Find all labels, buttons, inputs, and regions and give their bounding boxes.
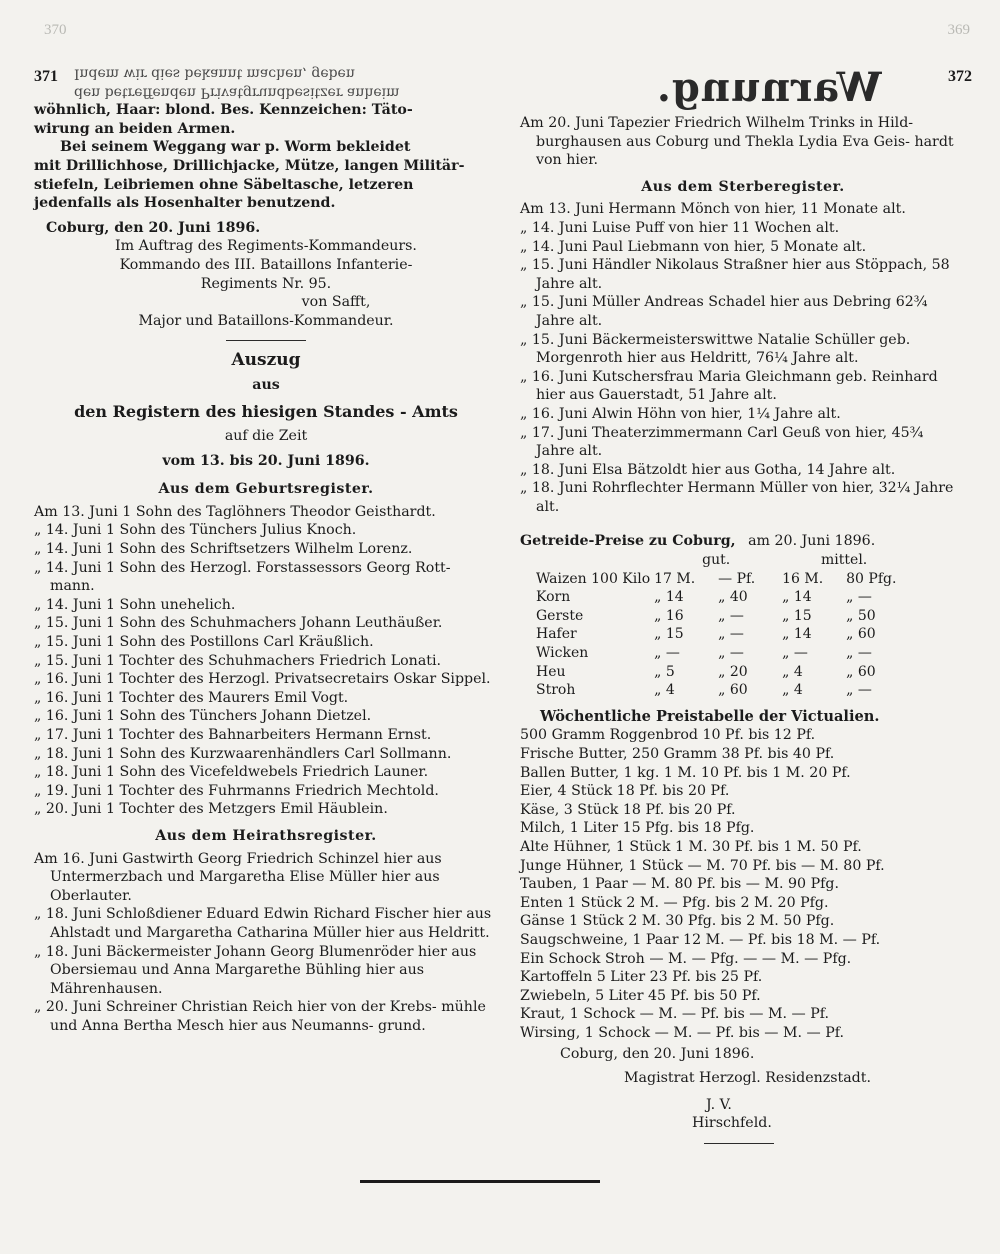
grain-prices-heading-row [520,532,966,551]
birth-entry: „ 16. Juni 1 Tochter des Herzogl. Privatsecretairs Oskar Sippel. [34,671,491,688]
victual-price: Junge Hühner, 1 Stück — M. 70 Pf. bis — M. 80 Pf. [520,857,885,874]
grain-gut-mark: „ 16 [654,607,684,624]
authority-line: Kommando des III. Bataillons Infanterie- [119,256,413,273]
birth-entry: „ 14. Juni 1 Sohn unehelich. [34,596,236,613]
closing-place-date: Coburg, den 20. Juni 1896. [560,1045,755,1062]
grain-mittel-mark: „ 4 [782,682,803,699]
notice-line: wöhnlich, Haar: blond. Bes. Kennzeichen: Täto- [34,102,413,119]
birth-entry: „ 15. Juni 1 Sohn des Schuhmachers Johann Leuthäußer. [34,615,443,632]
death-entry: „ 17. Juni Theaterzimmermann Carl Geuß von hier, 45¾ Jahre alt. [520,424,924,460]
notice-line: mit Drillichhose, Drillichjacke, Mütze, langen Militär- [34,157,465,174]
signature-title: Major und Bataillons-Kommandeur. [138,312,394,329]
grain-mittel-pf: „ — [846,682,872,699]
right-column [520,64,966,1154]
grain-col-mittel: mittel. [821,552,868,569]
bleed-page-number-right: 369 [947,22,970,38]
grain-name: Heu [536,663,566,680]
notice-line: stiefeln, Leibriemen ohne Säbeltasche, letzeren [34,176,414,193]
birth-entry: „ 16. Juni 1 Tochter des Maurers Emil Vogt. [34,689,349,706]
birth-entry: „ 14. Juni 1 Sohn des Schriftsetzers Wilhelm Lorenz. [34,541,413,558]
marriage-register-heading: Aus dem Heirathsregister. [155,827,377,844]
victual-price: Kraut, 1 Schock — M. — Pf. bis — M. — Pf. [520,1006,830,1023]
left-column [34,64,498,1036]
death-entry: Am 13. Juni Hermann Mönch von hier, 11 Monate alt. [520,201,906,218]
grain-name: Gerste [536,607,584,624]
victual-price: Gänse 1 Stück 2 M. 30 Pfg. bis 2 M. 50 Pfg. [520,913,835,930]
victual-price: Saugschweine, 1 Paar 12 M. — Pf. bis 18 M. — Pf. [520,931,881,948]
extract-title-aus: aus [252,376,280,393]
victuals-list [520,726,966,1042]
birth-entry: „ 15. Juni 1 Sohn des Postillons Carl Kräußlich. [34,634,374,651]
victual-price: Eier, 4 Stück 18 Pf. bis 20 Pf. [520,783,730,800]
grain-name: Stroh [536,682,576,699]
grain-mittel-mark: „ 4 [782,663,803,680]
birth-entry: „ 20. Juni 1 Tochter des Metzgers Emil Häublein. [34,801,388,818]
grain-row [534,663,908,682]
birth-register-list [34,503,498,819]
place-date: Coburg, den 20. Juni 1896. [46,219,261,236]
bleed-page-number-left: 370 [44,22,67,38]
left-page-number: 371 [34,68,58,85]
birth-register-heading: Aus dem Geburtsregister. [158,481,374,498]
grain-gut-mark: „ — [654,645,680,662]
birth-entry: „ 18. Juni 1 Sohn des Kurzwaarenhändlers Carl Sollmann. [34,745,452,762]
grain-gut-pf: „ — [718,626,744,643]
victual-price: Käse, 3 Stück 18 Pf. bis 20 Pf. [520,801,736,818]
grain-name: Wicken [536,645,589,662]
victual-price: Wirsing, 1 Schock — M. — Pf. bis — M. — Pf. [520,1024,845,1041]
death-entry: „ 15. Juni Bäckermeisterswittwe Natalie Schüller geb. Morgenroth hier aus Heldritt, 76¼ Jahre alt. [520,331,911,367]
grain-name: Korn [536,589,571,606]
birth-entry: „ 19. Juni 1 Tochter des Fuhrmanns Friedrich Mechtold. [34,782,439,799]
show-through-line: Indem wir dies bekannt machen, geben [74,65,355,82]
grain-col-gut: gut. [702,552,731,569]
grain-mittel-mark: 16 M. [782,570,824,587]
marriage-entry-continued: Am 20. Juni Tapezier Friedrich Wilhelm Trinks in Hild- burghausen aus Coburg und Thekla Lydia Eva Geis- hardt von hier. [520,115,954,169]
divider [704,1143,774,1144]
signature-name: von Safft, [301,294,371,311]
death-entry: „ 16. Juni Alwin Höhn von hier, 1¼ Jahre alt. [520,405,841,422]
grain-gut-mark: „ 14 [654,589,684,606]
death-entry: „ 14. Juni Luise Puff von hier 11 Wochen alt. [520,219,840,236]
notice-line: wirung an beiden Armen. [34,120,236,137]
grain-row [534,644,908,663]
birth-entry: „ 14. Juni 1 Sohn des Herzogl. Forstassessors Georg Rott- mann. [34,559,451,595]
death-entry: „ 15. Juni Müller Andreas Schadel hier aus Debring 62¾ Jahre alt. [520,294,928,329]
victual-price: Milch, 1 Liter 15 Pfg. bis 18 Pfg. [520,820,755,837]
marriage-entry: „ 18. Juni Schloßdiener Eduard Edwin Richard Fischer hier aus Ahlstadt und Margaretha Catharina Müller hier aus Heldritt. [34,906,492,941]
grain-mittel-mark: „ 14 [782,626,812,643]
birth-entry: „ 14. Juni 1 Sohn des Tünchers Julius Knoch. [34,522,357,539]
marriage-entry: Am 16. Juni Gastwirth Georg Friedrich Schinzel hier aus Untermerzbach und Margaretha Elise Müller hier aus Oberlauter. [34,850,442,904]
grain-gut-pf: „ — [718,645,744,662]
heading-space [520,64,966,114]
closing-authority: Magistrat Herzogl. Residenzstadt. [624,1070,871,1087]
authority-line: Regiments Nr. 95. [200,275,332,292]
death-register-list [520,200,966,516]
birth-entry: „ 16. Juni 1 Sohn des Tünchers Johann Dietzel. [34,708,372,725]
birth-entry: „ 18. Juni 1 Sohn des Vicefeldwebels Friedrich Launer. [34,764,429,781]
victuals-heading: Wöchentliche Preistabelle der Victualien. [540,707,880,725]
closing-signature: Hirschfeld. [692,1115,772,1132]
victual-price: Ein Schock Stroh — M. — Pfg. — — M. — Pfg. [520,950,852,967]
grain-row [534,570,908,589]
extract-title-period: auf die Zeit [224,428,308,445]
grain-gut-mark: „ 4 [654,682,675,699]
marriage-entry: „ 18. Juni Bäckermeister Johann Georg Blumenröder hier aus Obersiemau und Anna Margarethe Bühling hier aus Mährenhausen. [34,943,477,997]
death-entry: „ 16. Juni Kutschersfrau Maria Gleichmann geb. Reinhard hier aus Gauerstadt, 51 Jahre alt. [520,368,938,404]
grain-mittel-mark: „ 14 [782,589,812,606]
grain-gut-mark: 17 M. [654,570,696,587]
grain-name: Waizen 100 Kilo [536,570,651,587]
death-entry: „ 14. Juni Paul Liebmann von hier, 5 Monate alt. [520,238,867,255]
extract-title: Auszug [231,350,301,371]
grain-row [534,625,908,644]
grain-gut-pf: „ 40 [718,589,748,606]
grain-prices-heading: Getreide-Preise zu Coburg, [520,533,736,550]
grain-mittel-mark: „ — [782,645,808,662]
death-register-heading: Aus dem Sterberegister. [641,178,845,195]
show-through-heading: Warnung. [656,64,882,111]
victual-price: Frische Butter, 250 Gramm 38 Pf. bis 40 Pf. [520,746,835,762]
victual-price: Kartoffeln 5 Liter 23 Pf. bis 25 Pf. [520,969,763,986]
death-entry: „ 18. Juni Rohrflechter Hermann Müller von hier, 32¼ Jahre alt. [520,480,954,515]
grain-row [534,588,908,607]
birth-entry: „ 17. Juni 1 Tochter des Bahnarbeiters Hermann Ernst. [34,727,432,743]
victual-price: Alte Hühner, 1 Stück 1 M. 30 Pf. bis 1 M. 50 Pf. [520,838,862,855]
victual-price: Zwiebeln, 5 Liter 45 Pf. bis 50 Pf. [520,987,761,1004]
grain-mittel-mark: „ 15 [782,607,812,624]
marriage-entry: „ 20. Juni Schreiner Christian Reich hier von der Krebs- mühle und Anna Bertha Mesch hier aus Neumanns- grund. [34,999,486,1034]
notice-line: Bei seinem Weggang war p. Worm bekleidet [60,139,411,156]
victual-price: Enten 1 Stück 2 M. — Pfg. bis 2 M. 20 Pfg. [520,894,829,911]
grain-prices-header-row [534,551,908,570]
grain-name: Hafer [536,626,577,643]
grain-mittel-pf: „ 60 [846,626,876,643]
extract-title-dates: vom 13. bis 20. Juni 1896. [162,452,370,469]
notice-line: jedenfalls als Hosenhalter benutzend. [34,195,336,212]
grain-mittel-pf: „ — [846,645,872,662]
victual-price: Ballen Butter, 1 kg. 1 M. 10 Pf. bis 1 M. 20 Pf. [520,764,851,781]
grain-mittel-pf: 80 Pfg. [846,570,897,587]
grain-prices-date: am 20. Juni 1896. [748,533,876,550]
grain-mittel-pf: „ 60 [846,663,876,680]
bottom-rule [360,1180,600,1183]
divider [226,340,306,341]
show-through-line: den betreffenden Privatgrundbesitzer anheim [74,84,400,101]
victual-price: 500 Gramm Roggenbrod 10 Pf. bis 12 Pf. [520,727,816,744]
grain-mittel-pf: „ 50 [846,607,876,624]
grain-prices-table [534,551,908,700]
grain-gut-pf: — Pf. [718,570,756,587]
death-entry: „ 18. Juni Elsa Bätzoldt hier aus Gotha, 14 Jahre alt. [520,461,896,478]
right-page-number: 372 [948,68,972,85]
death-entry: „ 15. Juni Händler Nikolaus Straßner hier aus Stöppach, 58 Jahre alt. [520,257,950,292]
grain-row [534,607,908,626]
grain-gut-mark: „ 5 [654,663,675,680]
grain-row [534,681,908,700]
show-through-lines [34,64,498,101]
grain-gut-pf: „ 60 [718,682,748,699]
birth-entry: „ 15. Juni 1 Tochter des Schuhmachers Friedrich Lonati. [34,652,442,669]
grain-gut-pf: „ 20 [718,663,748,680]
grain-mittel-pf: „ — [846,589,872,606]
grain-gut-mark: „ 15 [654,626,684,643]
extract-title-registers: den Registern des hiesigen Standes - Amts [74,401,458,421]
birth-entry: Am 13. Juni 1 Sohn des Taglöhners Theodor Geisthardt. [34,503,436,520]
authority-line: Im Auftrag des Regiments-Kommandeurs. [115,238,417,255]
marriage-register-list [34,850,498,1036]
grain-gut-pf: „ — [718,607,744,624]
closing-jv: J. V. [706,1096,732,1113]
victual-price: Tauben, 1 Paar — M. 80 Pf. bis — M. 90 Pfg. [520,876,839,893]
